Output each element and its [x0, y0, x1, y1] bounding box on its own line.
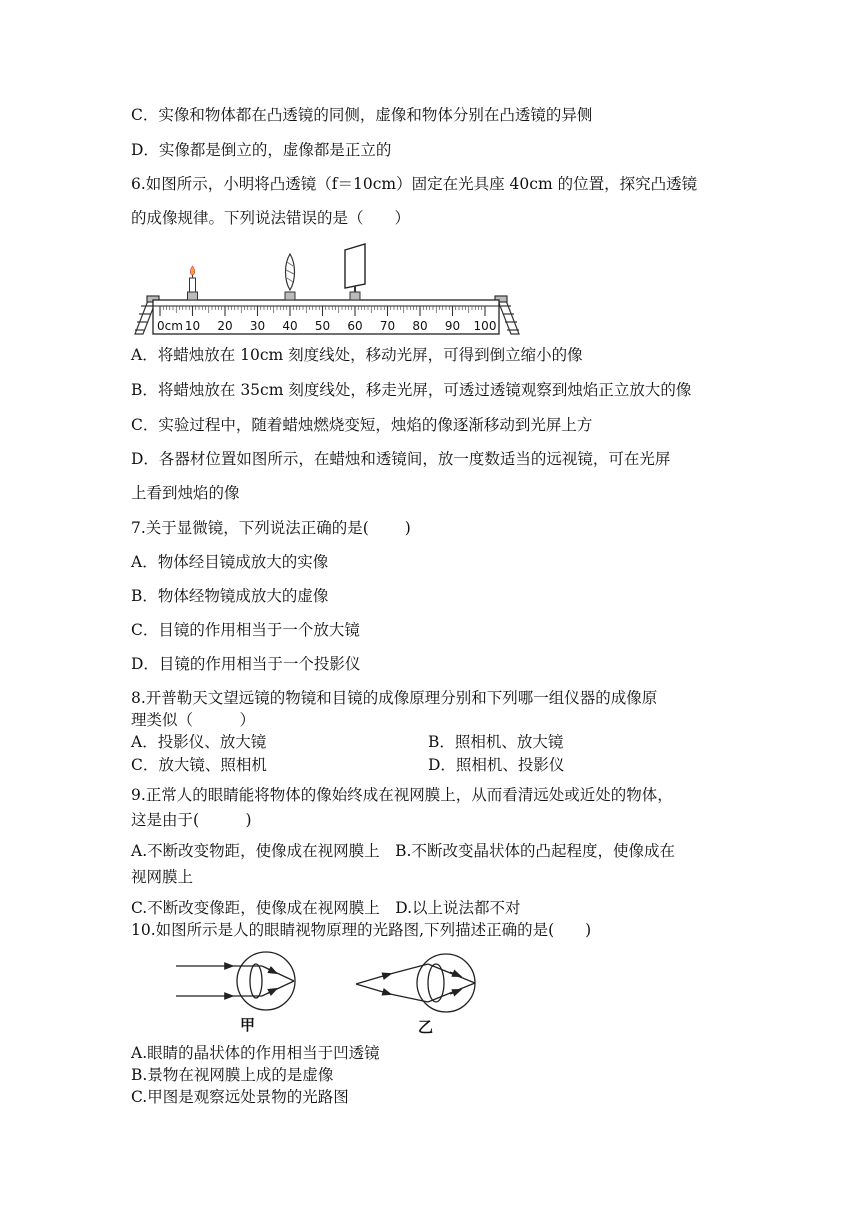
optical-bench-figure [133, 240, 523, 340]
flame-icon [190, 266, 195, 275]
eye-label-jia: 甲 [240, 1016, 256, 1034]
q7-option-a: A．物体经目镜成放大的实像 [131, 553, 329, 571]
q7-option-d: D．目镜的作用相当于一个投影仪 [131, 655, 361, 673]
q8-stem-line2: 理类似（ ） [131, 711, 256, 729]
scale-unit-label: 0cm [157, 319, 183, 333]
q8-option-a: A．投影仪、放大镜 [131, 733, 267, 751]
candle [188, 266, 198, 300]
q7-option-b: B．物体经物镜成放大的虚像 [131, 587, 329, 605]
q8-option-d: D．照相机、投影仪 [428, 756, 565, 774]
q9-stem-line1: 9.正常人的眼睛能将物体的像始终成在视网膜上，从而看清远处或近处的物体， [131, 786, 673, 804]
q6-stem-line1: 6.如图所示，小明将凸透镜（f＝10cm）固定在光具座 40cm 的位置，探究凸透镜 [131, 175, 698, 193]
q9-options-cd: C.不断改变像距，使像成在视网膜上 D.以上说法都不对 [131, 899, 521, 917]
q10-stem: 10.如图所示是人的眼睛视物原理的光路图,下列描述正确的是( ) [131, 921, 592, 939]
q10-option-b: B.景物在视网膜上成的是虚像 [131, 1066, 334, 1084]
q6-option-d-line1: D．各器材位置如图所示，在蜡烛和透镜间，放一度数适当的远视镜，可在光屏 [131, 450, 671, 468]
q9-options-ab-line1: A.不断改变物距，使像成在视网膜上 B.不断改变晶状体的凸起程度，使像成在 [131, 842, 675, 860]
scale-tick-label: 60 [347, 319, 363, 333]
scale-tick-label: 90 [444, 319, 461, 333]
q5-option-d: D．实像都是倒立的，虚像都是正立的 [131, 141, 392, 159]
q10-option-a: A.眼睛的晶状体的作用相当于凹透镜 [131, 1044, 380, 1062]
q6-option-b: B．将蜡烛放在 35cm 刻度线处，移走光屏，可透过透镜观察到烛焰正立放大的像 [131, 381, 692, 399]
eye-ray-diagram [170, 946, 490, 1038]
scale-tick-label: 20 [217, 319, 233, 333]
q7-option-c: C．目镜的作用相当于一个放大镜 [131, 621, 360, 639]
scale-tick-label: 70 [379, 319, 396, 333]
q8-stem-line1: 8.开普勒天文望远镜的物镜和目镜的成像原理分别和下列哪一组仪器的成像原 [131, 689, 658, 707]
q6-stem-line2: 的成像规律。下列说法错误的是（ ） [131, 209, 411, 227]
q9-stem-line2: 这是由于( ) [131, 811, 252, 829]
scale-tick-label: 10 [184, 319, 201, 333]
scale-tick-label: 50 [314, 319, 331, 333]
eye-diagram-jia [176, 952, 295, 1010]
light-screen [345, 244, 365, 300]
scale-tick-label: 100 [473, 319, 497, 333]
scale-tick-label: 40 [282, 319, 298, 333]
q6-option-c: C．实验过程中，随着蜡烛燃烧变短，烛焰的像逐渐移动到光屏上方 [131, 416, 593, 434]
q8-option-b: B．照相机、放大镜 [428, 733, 564, 751]
scale-tick-label: 80 [412, 319, 428, 333]
q7-stem: 7.关于显微镜，下列说法正确的是( ) [131, 519, 411, 537]
q8-option-c: C．放大镜、照相机 [131, 756, 267, 774]
eye-label-yi: 乙 [418, 1018, 434, 1036]
q5-option-c: C．实像和物体都在凸透镜的同侧，虚像和物体分别在凸透镜的异侧 [131, 106, 593, 124]
q6-option-a: A．将蜡烛放在 10cm 刻度线处，移动光屏，可得到倒立缩小的像 [131, 346, 583, 364]
scale-tick-label: 30 [249, 319, 266, 333]
eye-diagram-yi [356, 954, 475, 1012]
q10-option-c: C.甲图是观察远处景物的光路图 [131, 1088, 349, 1106]
q6-option-d-line2: 上看到烛焰的像 [131, 484, 240, 502]
convex-lens [285, 254, 295, 300]
q9-options-ab-line2: 视网膜上 [131, 868, 194, 886]
